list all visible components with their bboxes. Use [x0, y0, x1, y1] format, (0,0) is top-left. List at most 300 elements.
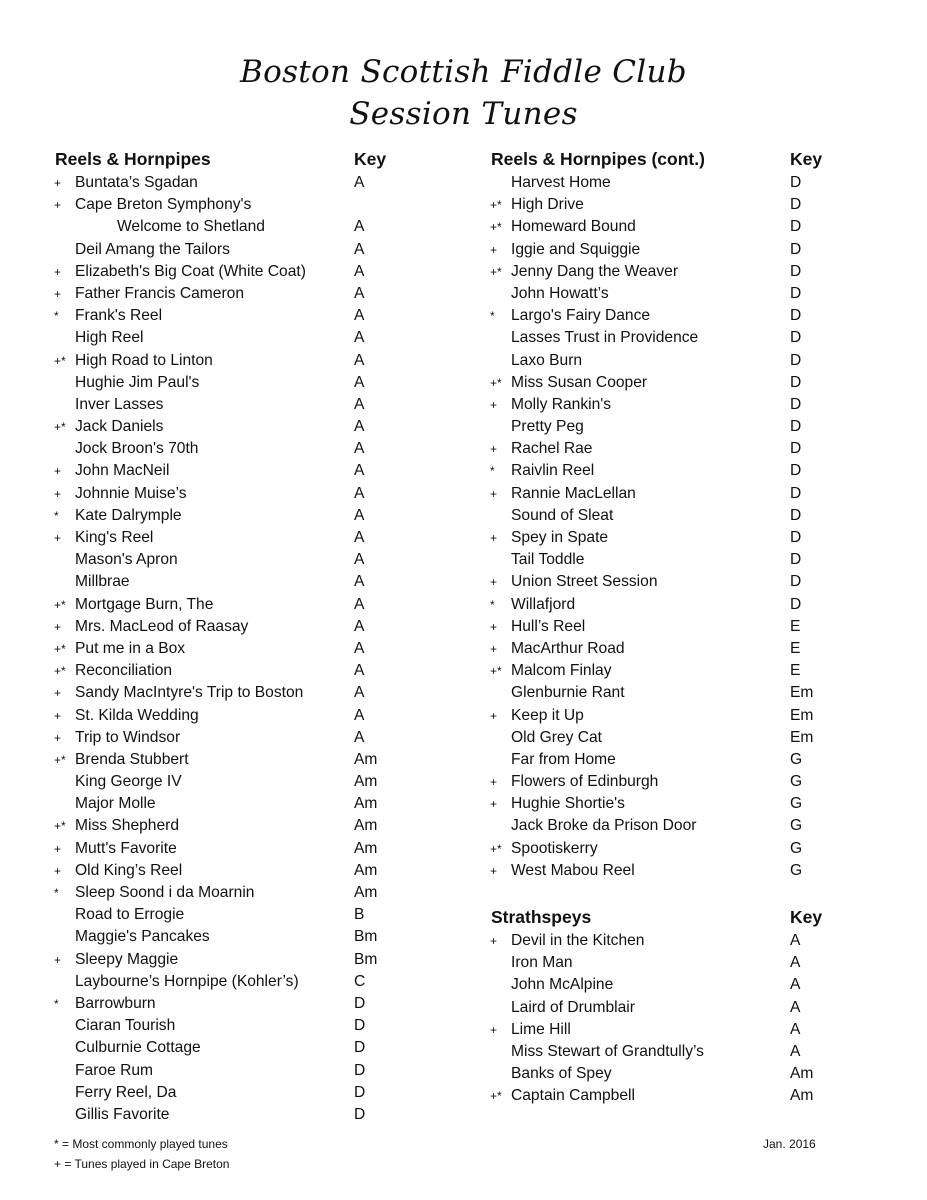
section-title: Reels & Hornpipes: [55, 149, 211, 169]
tune-row: [490, 838, 890, 860]
tune-name: Rachel Rae: [511, 440, 593, 458]
tune-name: Pretty Peg: [511, 418, 584, 436]
tune-name: Molly Rankin's: [511, 395, 612, 413]
right-column: [490, 146, 890, 1108]
tune-row: [490, 682, 890, 704]
tune-marker: +*: [490, 264, 502, 279]
tune-key: A: [354, 551, 365, 569]
tune-list: [490, 172, 890, 882]
key-column-header: Key: [790, 907, 823, 927]
tune-key: A: [354, 174, 365, 191]
tune-name: Road to Errogie: [75, 906, 185, 924]
tune-marker: +: [490, 242, 498, 257]
tune-key: D: [354, 1061, 366, 1079]
tune-row: [54, 638, 454, 660]
tune-row: [490, 997, 890, 1019]
tune-name: Sleepy Maggie: [75, 950, 179, 968]
tune-name: Johnnie Muise’s: [75, 484, 187, 502]
tune-key: Am: [354, 817, 378, 835]
tune-name: Elizabeth's Big Coat (White Coat): [75, 262, 306, 280]
tune-name: Lasses Trust in Providence: [511, 329, 699, 347]
tune-key: A: [354, 573, 365, 591]
tune-row: [54, 1037, 454, 1059]
tune-marker: *: [54, 996, 59, 1011]
tune-key: D: [790, 529, 802, 546]
tune-key: A: [354, 684, 365, 702]
tune-name: Faroe Rum: [75, 1061, 153, 1079]
tune-name: Welcome to Shetland: [117, 218, 265, 236]
tune-marker: +*: [54, 664, 66, 679]
tune-name: Malcom Finlay: [511, 662, 612, 680]
tune-key: Am: [790, 1065, 814, 1083]
tune-name: Iron Man: [511, 954, 573, 972]
tune-key: A: [790, 954, 801, 972]
tune-row: [54, 771, 454, 793]
tune-marker: +: [490, 934, 498, 948]
tune-key: D: [354, 1017, 366, 1035]
tune-key: A: [354, 706, 365, 724]
tune-key: A: [354, 218, 365, 236]
legend-cape-breton: + = Tunes played in Cape Breton: [54, 1157, 230, 1171]
tune-name: King's Reel: [75, 529, 154, 546]
tune-marker: *: [490, 309, 495, 324]
tune-key: Bm: [354, 950, 378, 968]
tune-row: [54, 749, 454, 771]
tune-row: [54, 571, 454, 593]
tune-row: [490, 483, 890, 505]
tune-row: [54, 904, 454, 926]
key-column-header: Key: [354, 149, 387, 169]
tune-row: [490, 1085, 890, 1107]
tune-key: A: [790, 976, 801, 994]
tune-key: E: [790, 617, 801, 635]
tune-name: Millbrae: [75, 573, 130, 591]
tune-key: Bm: [354, 928, 378, 946]
tune-name: St. Kilda Wedding: [75, 706, 199, 724]
tune-name: Mutt's Favorite: [75, 839, 177, 857]
tune-row: [54, 527, 454, 549]
tune-key: A: [354, 440, 365, 458]
tune-name: Miss Shepherd: [75, 817, 180, 835]
tune-name: Ferry Reel, Da: [75, 1083, 177, 1101]
tune-row: [54, 438, 454, 460]
tune-name: King George IV: [75, 773, 182, 791]
tune-key: D: [790, 595, 802, 613]
tune-marker: +: [490, 775, 498, 790]
tune-row: [54, 971, 454, 993]
tune-key: Am: [790, 1087, 814, 1105]
tune-row: [490, 394, 890, 416]
tune-marker: +: [54, 730, 62, 745]
section-spacer: [490, 882, 890, 904]
tune-name: Major Molle: [75, 795, 156, 813]
tune-name: High Reel: [75, 329, 144, 347]
tune-key: D: [790, 440, 802, 458]
tune-key: D: [790, 395, 802, 413]
tune-row: [54, 793, 454, 815]
tune-key: A: [790, 1020, 801, 1038]
tune-key: D: [790, 329, 802, 347]
tune-name: Jenny Dang the Weaver: [511, 262, 679, 280]
tune-name: Spootiskerry: [511, 839, 598, 857]
tune-name: Devil in the Kitchen: [511, 932, 645, 949]
tune-row: [490, 594, 890, 616]
tune-name: Inver Lasses: [75, 395, 164, 413]
tune-name: Harvest Home: [511, 174, 611, 191]
tune-key: A: [354, 506, 365, 524]
tune-name: Willafjord: [511, 595, 576, 613]
tune-row: [54, 660, 454, 682]
key-column-header: Key: [790, 149, 823, 169]
tune-marker: +: [54, 531, 62, 545]
tune-marker: *: [54, 508, 59, 523]
tune-name: Barrowburn: [75, 994, 156, 1012]
tune-name: Raivlin Reel: [511, 462, 595, 480]
tune-row: [54, 394, 454, 416]
tune-name: Father Francis Cameron: [75, 284, 244, 302]
tune-name: Keep it Up: [511, 706, 584, 724]
tune-row: [54, 305, 454, 327]
tune-key: D: [790, 462, 802, 480]
tune-key: A: [354, 529, 365, 546]
tune-key: A: [790, 932, 801, 949]
tune-row: [490, 327, 890, 349]
tune-name: Gillis Favorite: [75, 1105, 170, 1123]
tune-name: Brenda Stubbert: [75, 750, 189, 768]
tune-row: [54, 815, 454, 837]
tune-key: G: [790, 861, 803, 879]
tune-row: [490, 1041, 890, 1063]
tune-row: [54, 1104, 454, 1126]
tune-key: D: [790, 506, 802, 524]
tune-name: Ciaran Tourish: [75, 1017, 176, 1035]
tune-key: D: [790, 218, 802, 236]
tune-list: [54, 172, 454, 1126]
tune-row: [54, 860, 454, 882]
tune-marker: +*: [54, 752, 66, 767]
tune-key: A: [354, 240, 365, 258]
tune-key: Am: [354, 884, 378, 901]
tune-name: Frank's Reel: [75, 307, 163, 325]
tune-key: Em: [790, 728, 814, 746]
tune-name: Sound of Sleat: [511, 506, 614, 524]
tune-row: [54, 594, 454, 616]
tune-name: Maggie's Pancakes: [75, 928, 210, 946]
tune-row: [54, 194, 454, 216]
tune-row: [54, 993, 454, 1015]
tune-row: [54, 949, 454, 971]
tune-key: G: [790, 750, 803, 768]
tune-marker: +: [490, 1022, 498, 1037]
tune-name: Flowers of Edinburgh: [511, 773, 659, 791]
tune-row: [54, 882, 454, 904]
tune-marker: *: [54, 886, 59, 900]
document-subtitle: Session Tunes: [349, 96, 578, 132]
tune-list: [490, 930, 890, 1108]
tune-key: A: [354, 262, 365, 280]
tune-row: [490, 216, 890, 238]
tune-name: Hughie Shortie's: [511, 795, 625, 813]
tune-name: Homeward Bound: [511, 218, 636, 236]
tune-marker: +: [490, 575, 498, 590]
tune-marker: *: [54, 309, 59, 324]
tune-row: [490, 505, 890, 527]
tune-key: A: [354, 617, 365, 635]
tune-row: [490, 793, 890, 815]
tune-row: [54, 1082, 454, 1104]
tune-key: Em: [790, 706, 814, 724]
tune-row: [54, 705, 454, 727]
tune-key: Em: [790, 684, 814, 702]
tune-row: [490, 438, 890, 460]
tune-name: Laxo Burn: [511, 351, 583, 369]
tune-row: [490, 1063, 890, 1085]
tune-name: Jack Broke da Prison Door: [511, 817, 697, 835]
tune-row: [490, 372, 890, 394]
tune-name: Spey in Spate: [511, 529, 609, 546]
tune-name: Miss Susan Cooper: [511, 373, 648, 391]
tune-key: D: [354, 1083, 366, 1101]
tune-row: [490, 860, 890, 882]
section-header-reels: [54, 146, 454, 172]
tune-marker: +: [54, 841, 62, 856]
tune-marker: +*: [54, 597, 66, 612]
tune-key: Am: [354, 795, 378, 813]
tune-name: West Mabou Reel: [511, 861, 635, 879]
tune-key: A: [354, 484, 365, 502]
tune-name: Mrs. MacLeod of Raasay: [75, 617, 249, 635]
tune-name: Reconciliation: [75, 662, 173, 680]
tune-row: [490, 930, 890, 952]
tune-name: Iggie and Squiggie: [511, 240, 641, 258]
tune-marker: +: [490, 797, 498, 812]
tune-row: [490, 815, 890, 837]
tune-row: [54, 682, 454, 704]
tune-key: C: [354, 972, 366, 990]
tune-marker: +*: [54, 819, 66, 834]
tune-key: A: [354, 351, 365, 369]
tune-key: Am: [354, 861, 378, 879]
tune-row: [54, 483, 454, 505]
tune-key: A: [790, 998, 801, 1016]
tune-marker: +*: [490, 375, 502, 390]
tune-key: A: [354, 329, 365, 347]
tune-key: D: [790, 307, 802, 325]
tune-name: Rannie MacLellan: [511, 484, 636, 502]
tune-key: A: [354, 662, 365, 680]
tune-name: Jack Daniels: [75, 418, 164, 436]
tune-row: [490, 194, 890, 216]
tune-key: A: [354, 395, 365, 413]
tune-key: E: [790, 662, 801, 680]
tune-name: Miss Stewart of Grandtully’s: [511, 1042, 704, 1060]
tune-name: Glenburnie Rant: [511, 684, 625, 702]
tune-row: [490, 727, 890, 749]
tune-row: [54, 549, 454, 571]
tune-row: [54, 1015, 454, 1037]
tune-key: A: [354, 728, 365, 746]
tune-name: High Road to Linton: [75, 351, 213, 369]
tune-row: [490, 571, 890, 593]
document-title: Boston Scottish Fiddle Club: [240, 54, 687, 90]
tune-key: D: [790, 284, 802, 302]
tune-marker: +*: [490, 198, 502, 213]
tune-name: Largo's Fairy Dance: [511, 307, 651, 325]
tune-row: [490, 952, 890, 974]
tune-marker: +: [54, 198, 62, 213]
tune-row: [54, 350, 454, 372]
tune-row: [54, 616, 454, 638]
tune-row: [54, 372, 454, 394]
tune-key: D: [790, 551, 802, 569]
tune-key: D: [790, 418, 802, 436]
tune-row: [54, 838, 454, 860]
tune-marker: +*: [54, 641, 66, 656]
tune-name: Banks of Spey: [511, 1065, 612, 1083]
tune-marker: +: [54, 619, 62, 634]
document-date: Jan. 2016: [763, 1137, 816, 1151]
tune-name: Sleep Soond i da Moarnin: [75, 884, 255, 901]
tune-key: D: [354, 1039, 366, 1057]
tune-marker: +*: [490, 841, 502, 856]
tune-marker: +*: [490, 664, 502, 679]
tune-key: A: [354, 639, 365, 657]
tune-row: [490, 771, 890, 793]
left-column: [54, 146, 454, 1126]
tune-name: Hull’s Reel: [511, 617, 586, 635]
tune-row: [54, 261, 454, 283]
tune-key: A: [790, 1042, 801, 1060]
tune-key: Am: [354, 750, 378, 768]
tune-row: [490, 527, 890, 549]
tune-key: A: [354, 595, 365, 613]
tune-key: D: [790, 262, 802, 280]
tune-name: Captain Campbell: [511, 1087, 635, 1105]
tune-name: Old King’s Reel: [75, 861, 183, 879]
tune-marker: +: [490, 641, 498, 656]
tune-marker: +: [54, 464, 62, 479]
tune-row: [54, 216, 454, 238]
tune-row: [490, 172, 890, 194]
tune-marker: +: [490, 531, 498, 545]
tune-marker: +: [490, 397, 498, 412]
tune-key: A: [354, 373, 365, 391]
tune-key: A: [354, 284, 365, 302]
tune-marker: +*: [490, 220, 502, 235]
tune-row: [54, 283, 454, 305]
tune-row: [490, 749, 890, 771]
tune-name: John Howatt’s: [511, 284, 609, 302]
tune-row: [490, 705, 890, 727]
tune-row: [490, 1019, 890, 1041]
section-header-strathspeys: [490, 904, 890, 930]
tune-key: G: [790, 817, 803, 835]
tune-name: Tail Toddle: [511, 551, 585, 569]
tune-key: Am: [354, 839, 378, 857]
tune-name: Laird of Drumblair: [511, 998, 635, 1016]
tune-row: [54, 1060, 454, 1082]
tune-name: Put me in a Box: [75, 639, 186, 657]
tune-name: MacArthur Road: [511, 639, 625, 657]
tune-row: [490, 549, 890, 571]
tune-key: G: [790, 795, 803, 813]
tune-row: [490, 660, 890, 682]
tune-key: D: [790, 373, 802, 391]
tune-row: [54, 416, 454, 438]
tune-name: Cape Breton Symphony's: [75, 196, 252, 214]
tune-row: [54, 926, 454, 948]
tune-row: [490, 638, 890, 660]
tune-row: [490, 283, 890, 305]
tune-marker: +*: [54, 353, 66, 368]
tune-row: [54, 239, 454, 261]
tune-key: G: [790, 773, 803, 791]
tune-marker: +: [490, 619, 498, 634]
section-header-reels-cont: [490, 146, 890, 172]
tune-marker: +: [490, 708, 498, 723]
tune-marker: +: [54, 486, 62, 501]
tune-row: [54, 727, 454, 749]
tune-marker: +: [490, 442, 498, 457]
section-title: Reels & Hornpipes (cont.): [491, 149, 705, 169]
tune-key: A: [354, 418, 365, 436]
tune-name: Mason's Apron: [75, 551, 178, 569]
tune-marker: *: [490, 597, 495, 612]
section-title: Strathspeys: [491, 907, 592, 927]
tune-marker: +: [54, 952, 62, 967]
tune-key: D: [354, 1105, 366, 1123]
tune-key: D: [790, 351, 802, 369]
tune-row: [490, 974, 890, 996]
tune-row: [54, 327, 454, 349]
tune-row: [54, 172, 454, 194]
tune-name: Sandy MacIntyre's Trip to Boston: [75, 684, 304, 702]
tune-key: D: [790, 240, 802, 258]
tune-name: Mortgage Burn, The: [75, 595, 214, 613]
tune-marker: +: [54, 286, 62, 301]
tune-name: Union Street Session: [511, 573, 658, 591]
tune-row: [54, 460, 454, 482]
tune-row: [490, 261, 890, 283]
tune-name: Trip to Windsor: [75, 728, 181, 746]
tune-name: Deil Amang the Tailors: [75, 240, 230, 258]
tune-key: D: [790, 573, 802, 591]
tune-key: A: [354, 307, 365, 325]
tune-row: [490, 239, 890, 261]
tune-marker: +: [54, 863, 62, 878]
tune-key: E: [790, 639, 801, 657]
tune-marker: *: [490, 464, 495, 479]
tune-name: John MacNeil: [75, 462, 170, 480]
tune-marker: +*: [490, 1089, 502, 1104]
tune-name: Buntata’s Sgadan: [75, 174, 198, 191]
tune-name: Laybourne’s Hornpipe (Kohler’s): [75, 972, 299, 990]
tune-key: A: [354, 462, 365, 480]
tune-marker: +: [54, 264, 62, 279]
tune-key: D: [790, 174, 802, 191]
tune-marker: +: [490, 486, 498, 501]
tune-name: High Drive: [511, 196, 584, 214]
tune-name: John McAlpine: [511, 976, 614, 994]
legend-most-common: * = Most commonly played tunes: [54, 1137, 228, 1151]
tune-row: [490, 416, 890, 438]
tune-marker: +: [54, 686, 62, 701]
tune-key: B: [354, 906, 365, 924]
tune-row: [490, 350, 890, 372]
tune-name: Lime Hill: [511, 1020, 571, 1038]
tune-key: D: [790, 484, 802, 502]
tune-marker: +: [54, 708, 62, 723]
